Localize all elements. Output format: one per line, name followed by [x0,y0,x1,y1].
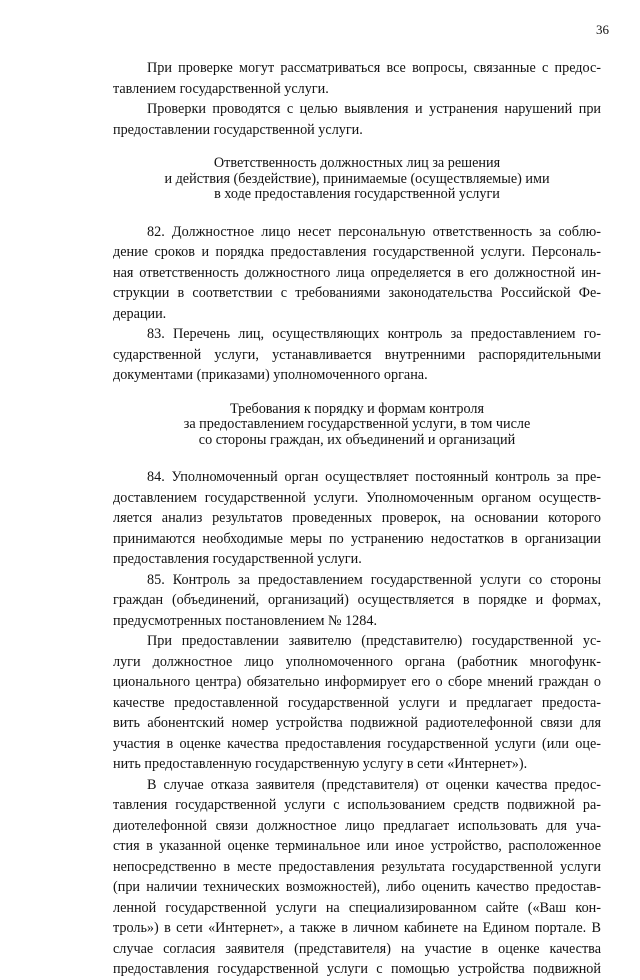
text-line: граждан (объединений, организаций) осуществляется в порядке и формах, [113,592,601,608]
text-line: нить предоставленную государственную услугу в сети «Интернет»). [113,756,528,772]
paragraph [113,324,601,386]
heading-line: в ходе предоставления государственной услуги [214,186,500,202]
text-line: луги должностное лицо уполномоченного органа (работник многофунк- [113,653,601,670]
text-line: вить абонентский номер устройства подвижной радиотелефонной связи для [113,715,601,731]
paragraph [113,467,601,570]
document-body [113,58,601,980]
heading-line: Ответственность должностных лиц за решения [213,155,501,171]
paragraph [113,631,601,775]
text-line: участия в оценке качества предоставления государственной услуги (или оце- [113,735,601,752]
text-line: 83. Перечень лиц, осуществляющих контроль за предоставлением го- [147,326,601,342]
paragraph [113,775,601,980]
paragraph [113,58,601,99]
section-heading [113,402,601,449]
text-line: Проверки проводятся с целью выявления и устранения нарушений при [147,101,601,117]
text-line: ляется анализ результатов проведенных проверок, на основании которого [113,510,601,526]
text-line: предоставления государственной услуги. [113,551,362,567]
text-line: 84. Уполномоченный орган осуществляет постоянный контроль за пре- [147,469,601,485]
text-line: дерации. [113,305,167,322]
text-line: ная ответственность должностного лица определяется в его должностной ин- [113,264,601,281]
text-line: документами (приказами) уполномоченного органа. [113,367,428,383]
heading-line: и действия (бездействие), принимаемые (осуществляемые) ими [164,170,550,187]
paragraph [113,570,601,632]
text-line: тавлением государственной услуги. [113,80,329,97]
text-line: предоставлении государственной услуги. [113,121,363,138]
text-line: струкции в соответствии с требованиями законодательства Российской Фе- [113,285,601,301]
text-line: (при наличии технических возможностей), либо оценить качество предостав- [113,879,601,895]
text-line: ционального центра) обязательно информирует его о сборе мнений граждан о [113,674,601,690]
heading-line: за предоставлением государственной услуги, в том числе [183,416,531,432]
text-line: предусмотренных постановлением № 1284. [113,612,378,629]
text-line: троль») в сети «Интернет», а также в личном кабинете на Едином портале. В [113,920,601,936]
heading-line: Требования к порядку и формам контроля [229,400,485,417]
text-line: При проверке могут рассматриваться все вопросы, связанные с предос- [147,60,601,76]
text-line: предоставления государственной услуги с помощью устройства подвижной [113,961,601,977]
page-number: 36 [596,22,609,37]
text-line: 85. Контроль за предоставлением государственной услуги со стороны [147,571,601,588]
text-line: В случае отказа заявителя (представителя) от оценки качества предос- [147,776,601,793]
text-line: ленной государственной услуги на специализированном сайте («Ваш кон- [113,899,601,916]
section-heading [113,156,601,203]
text-line: диотелефонной связи должностное лицо предлагает использовать для уча- [113,817,601,834]
text-line: 82. Должностное лицо несет персональную ответственность за соблю- [147,223,601,240]
text-line: стия в указанной оценке терминальное или иное устройство, расположенное [113,838,601,854]
text-line: сударственной услуги, устанавливается внутренними распорядительными [113,346,601,363]
text-line: качестве предоставленной государственной услуги и предлагает предоста- [113,694,601,711]
text-line: дение сроков и порядка предоставления государственной услуги. Персональ- [113,244,601,260]
text-line: При предоставлении заявителю (представителю) государственной ус- [147,633,601,649]
text-line: непосредственно в месте предоставления результата государственной услуги [113,858,601,875]
paragraph [113,99,601,140]
text-line: принимаются необходимые меры по устранению недостатков в организации [113,530,601,547]
text-line: случае согласия заявителя (представителя) на участие в оценке качества [113,940,601,957]
heading-line: со стороны граждан, их объединений и организаций [198,431,516,448]
text-line: тавления государственной услуги с использованием средств подвижной ра- [113,797,601,813]
paragraph [113,222,601,325]
text-line: доставлением государственной услуги. Уполномоченным органом осуществ- [113,489,601,506]
